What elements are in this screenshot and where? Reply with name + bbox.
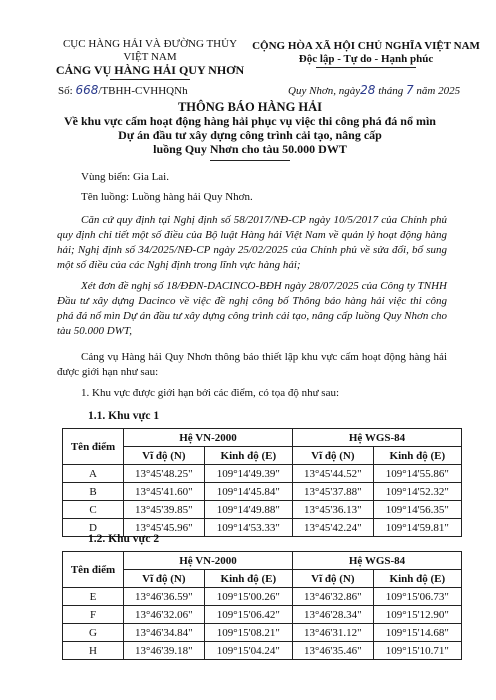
item-1-text: 1. Khu vực được giới hạn bởi các điểm, có tọa độ như sau: (81, 387, 340, 399)
col-wgs84: Hệ WGS-84 (292, 429, 461, 447)
area-1-heading: 1.1. Khu vực 1 (88, 410, 160, 422)
lat-vn2000: 13°45'48.25" (124, 465, 205, 483)
lat-wgs84: 13°46'28.34" (292, 606, 373, 624)
lat-wgs84: 13°45'36.13" (292, 501, 373, 519)
point-name: F (63, 606, 124, 624)
channel-name: Tên luồng: Luồng hàng hải Quy Nhơn. (81, 191, 253, 203)
point-name: E (63, 588, 124, 606)
col-lon-wgs84: Kinh độ (E) (373, 447, 461, 465)
document-date (288, 83, 460, 97)
lon-wgs84: 109°15'06.73" (373, 588, 461, 606)
lon-vn2000: 109°15'08.21" (204, 624, 292, 642)
table-row (63, 501, 462, 519)
col-point-name: Tên điểm (63, 429, 124, 465)
lat-vn2000: 13°45'41.60" (124, 483, 205, 501)
notice-main-title: THÔNG BÁO HÀNG HẢI (177, 100, 323, 114)
lon-wgs84: 109°14'59.81" (373, 519, 461, 537)
announcement-paragraph: Cảng vụ Hàng hải Quy Nhơn thông báo thiết lập khu vực cấm hoạt động hàng hải được giới hạn như sau: (57, 351, 447, 378)
col-lat-wgs84: Vĩ độ (N) (292, 570, 373, 588)
lat-vn2000: 13°46'36.59" (124, 588, 205, 606)
agency-parent-line2: VIỆT NAM (123, 51, 177, 63)
doc-no-handwritten: 668 (75, 83, 99, 97)
national-block (246, 40, 486, 66)
date-month-handwritten: 7 (406, 83, 414, 97)
lat-vn2000: 13°46'34.84" (124, 624, 205, 642)
lon-vn2000: 109°14'53.33" (204, 519, 292, 537)
col-lat-vn2000: Vĩ độ (N) (124, 570, 205, 588)
point-name: H (63, 642, 124, 660)
lat-vn2000: 13°45'39.85" (124, 501, 205, 519)
agency-parent-line1: CỤC HÀNG HẢI VÀ ĐƯỜNG THỦY (62, 38, 238, 50)
lon-vn2000: 109°15'04.24" (204, 642, 292, 660)
point-name: B (63, 483, 124, 501)
area-2-table (62, 551, 462, 660)
lat-wgs84: 13°45'44.52" (292, 465, 373, 483)
col-point-name: Tên điểm (63, 552, 124, 588)
lon-wgs84: 109°15'10.71" (373, 642, 461, 660)
point-name: A (63, 465, 124, 483)
national-title: CỘNG HÒA XÃ HỘI CHỦ NGHĨA VIỆT NAM (252, 40, 480, 52)
motto-underline (316, 67, 416, 68)
col-lon-wgs84: Kinh độ (E) (373, 570, 461, 588)
lon-vn2000: 109°15'00.26" (204, 588, 292, 606)
lon-vn2000: 109°14'49.39" (204, 465, 292, 483)
date-prefix: Quy Nhơn, ngày (288, 85, 361, 97)
lat-wgs84: 13°46'35.46" (292, 642, 373, 660)
lat-wgs84: 13°45'42.24" (292, 519, 373, 537)
lon-wgs84: 109°14'56.35" (373, 501, 461, 519)
doc-no-prefix: Số: (58, 85, 73, 97)
col-lon-vn2000: Kinh độ (E) (204, 447, 292, 465)
table-row (63, 624, 462, 642)
col-vn2000: Hệ VN-2000 (124, 429, 293, 447)
doc-no-suffix: /TBHH-CVHHQNh (98, 85, 188, 97)
notice-title (40, 100, 460, 156)
table-row (63, 483, 462, 501)
lat-vn2000: 13°45'45.96" (124, 519, 205, 537)
agency-underline (110, 79, 190, 80)
lon-vn2000: 109°15'06.42" (204, 606, 292, 624)
table-row (63, 465, 462, 483)
area-1-table (62, 428, 462, 537)
lon-vn2000: 109°14'45.84" (204, 483, 292, 501)
date-suffix: năm 2025 (416, 85, 461, 97)
agency-name: CẢNG VỤ HÀNG HẢI QUY NHƠN (55, 63, 245, 77)
lon-wgs84: 109°15'14.68" (373, 624, 461, 642)
lon-vn2000: 109°14'49.88" (204, 501, 292, 519)
col-lat-wgs84: Vĩ độ (N) (292, 447, 373, 465)
point-name: C (63, 501, 124, 519)
area-2-heading: 1.2. Khu vực 2 (88, 533, 160, 545)
col-lon-vn2000: Kinh độ (E) (204, 570, 292, 588)
col-wgs84: Hệ WGS-84 (292, 552, 461, 570)
lat-wgs84: 13°46'31.12" (292, 624, 373, 642)
lat-wgs84: 13°45'37.88" (292, 483, 373, 501)
date-middle: tháng (378, 85, 404, 97)
notice-subtitle-3: luồng Quy Nhơn cho tàu 50.000 DWT (153, 142, 347, 156)
lat-vn2000: 13°46'32.06" (124, 606, 205, 624)
date-day-handwritten: 28 (360, 83, 376, 97)
request-paragraph: Xét đơn đề nghị số 18/ĐĐN-DACINCO-BĐH ngày 28/07/2025 của Công ty TNHH Đầu tư xây dựng Dacinco về việc đề nghị công bố Thông báo hàng hải việc thi công phá đá nổ mìn Dự án đầu tư xây dựng công trình cải tạo, nâng cấp luồng Quy Nhơn cho tàu 50.000 DWT, (57, 280, 447, 337)
point-name: D (63, 519, 124, 537)
lat-vn2000: 13°46'39.18" (124, 642, 205, 660)
title-underline (210, 160, 290, 161)
agency-block (40, 38, 260, 77)
col-lat-vn2000: Vĩ độ (N) (124, 447, 205, 465)
table-row (63, 606, 462, 624)
notice-subtitle-2: Dự án đầu tư xây dựng công trình cải tạo, nâng cấp (118, 128, 382, 142)
national-motto: Độc lập - Tự do - Hạnh phúc (298, 53, 434, 65)
legal-basis-paragraph: Căn cứ quy định tại Nghị định số 58/2017/NĐ-CP ngày 10/5/2017 của Chính phủ quy định chi tiết một số điều của Bộ luật Hàng hải Việt Nam về quản lý hoạt động hàng hải; Nghị định số 34/2025/NĐ-CP ngày 25/02/2025 của Chính phủ về sửa đổi, bổ sung một số điều của các Nghị định trong lĩnh vực hàng hải; (57, 214, 447, 271)
sea-area: Vùng biển: Gia Lai. (81, 171, 169, 183)
lon-wgs84: 109°14'52.32" (373, 483, 461, 501)
lon-wgs84: 109°15'12.90" (373, 606, 461, 624)
lon-wgs84: 109°14'55.86" (373, 465, 461, 483)
table-row (63, 588, 462, 606)
lat-wgs84: 13°46'32.86" (292, 588, 373, 606)
col-vn2000: Hệ VN-2000 (124, 552, 293, 570)
point-name: G (63, 624, 124, 642)
notice-subtitle-1: Về khu vực cấm hoạt động hàng hải phục vụ việc thi công phá đá nổ mìn (64, 114, 436, 128)
document-number (58, 83, 188, 97)
table-row (63, 642, 462, 660)
